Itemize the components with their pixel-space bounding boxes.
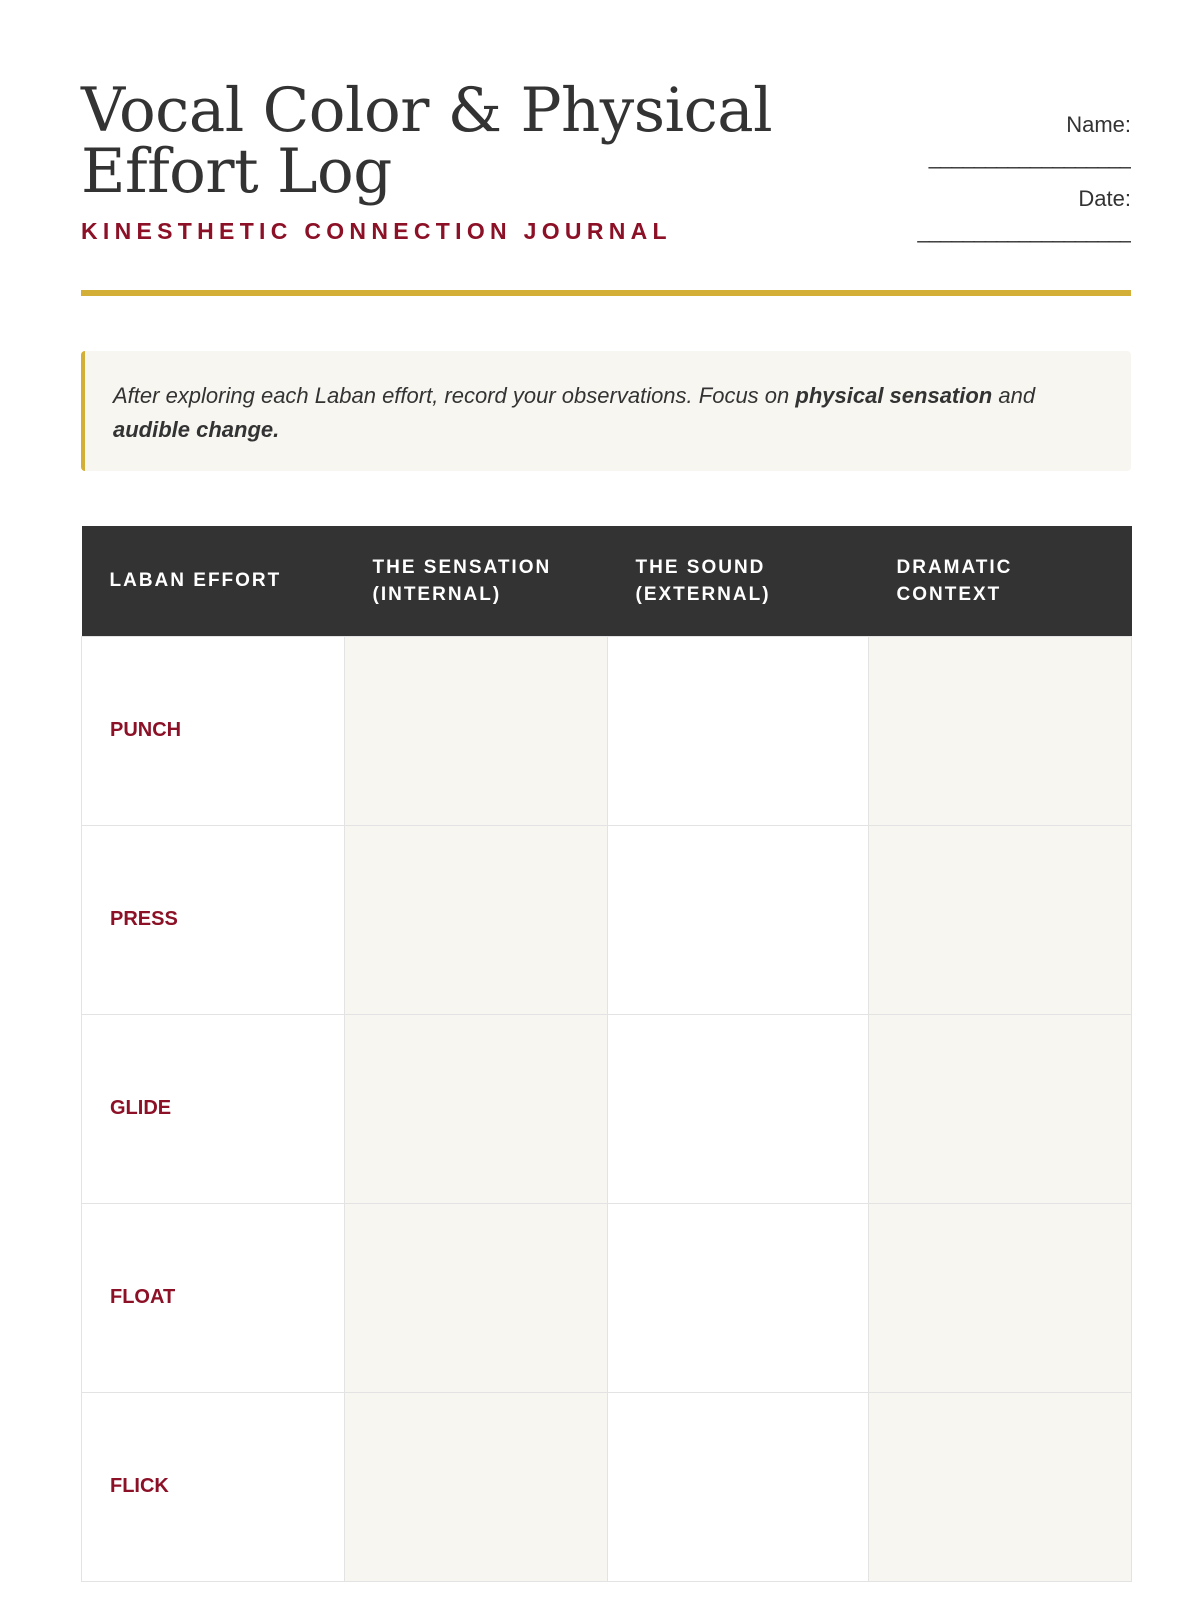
page-header bbox=[81, 0, 1131, 296]
instructions-text-1: After exploring each Laban effort, record your observations. Focus on bbox=[113, 383, 796, 408]
sound-cell[interactable] bbox=[608, 1392, 869, 1581]
instructions-box bbox=[81, 351, 1131, 471]
name-blank-line[interactable]: __________________ bbox=[928, 144, 1131, 169]
date-blank-line[interactable]: ___________________ bbox=[917, 218, 1131, 243]
column-header-dramatic-context: DRAMATIC CONTEXT bbox=[869, 526, 1132, 636]
context-cell[interactable] bbox=[869, 1203, 1132, 1392]
sensation-cell[interactable] bbox=[345, 1392, 608, 1581]
worksheet-page bbox=[81, 0, 1131, 1497]
instructions-bold-1: physical sensation bbox=[795, 383, 993, 408]
title-line-1: Vocal Color & Physical bbox=[81, 75, 773, 146]
sensation-cell[interactable] bbox=[345, 1014, 608, 1203]
effort-log-table bbox=[81, 526, 1132, 1582]
name-label: Name: bbox=[1066, 112, 1131, 137]
name-date-fields bbox=[831, 108, 1131, 256]
table-row bbox=[82, 1014, 1132, 1203]
title-line-2: Effort Log bbox=[81, 136, 392, 207]
sound-cell[interactable] bbox=[608, 825, 869, 1014]
table-row bbox=[82, 1203, 1132, 1392]
effort-label-flick: FLICK bbox=[82, 1392, 345, 1581]
effort-label-press: PRESS bbox=[82, 825, 345, 1014]
date-label: Date: bbox=[1078, 186, 1131, 211]
context-cell[interactable] bbox=[869, 1014, 1132, 1203]
column-header-sound: THE SOUND (EXTERNAL) bbox=[608, 526, 869, 636]
sound-cell[interactable] bbox=[608, 636, 869, 825]
context-cell[interactable] bbox=[869, 636, 1132, 825]
header-divider bbox=[81, 290, 1131, 296]
column-header-sensation: THE SENSATION (INTERNAL) bbox=[345, 526, 608, 636]
table-row bbox=[82, 1392, 1132, 1581]
sensation-cell[interactable] bbox=[345, 825, 608, 1014]
page-title bbox=[81, 75, 773, 207]
effort-label-glide: GLIDE bbox=[82, 1014, 345, 1203]
table-row bbox=[82, 636, 1132, 825]
table-row bbox=[82, 825, 1132, 1014]
context-cell[interactable] bbox=[869, 1392, 1132, 1581]
effort-label-float: FLOAT bbox=[82, 1203, 345, 1392]
sensation-cell[interactable] bbox=[345, 636, 608, 825]
instructions-text-2: and bbox=[992, 383, 1036, 408]
sound-cell[interactable] bbox=[608, 1203, 869, 1392]
column-header-laban-effort: LABAN EFFORT bbox=[82, 526, 345, 636]
table-header-row bbox=[82, 526, 1132, 636]
page-subtitle: KINESTHETIC CONNECTION JOURNAL bbox=[81, 218, 672, 244]
context-cell[interactable] bbox=[869, 825, 1132, 1014]
effort-label-punch: PUNCH bbox=[82, 636, 345, 825]
sound-cell[interactable] bbox=[608, 1014, 869, 1203]
instructions-bold-2: audible change. bbox=[113, 417, 280, 442]
sensation-cell[interactable] bbox=[345, 1203, 608, 1392]
